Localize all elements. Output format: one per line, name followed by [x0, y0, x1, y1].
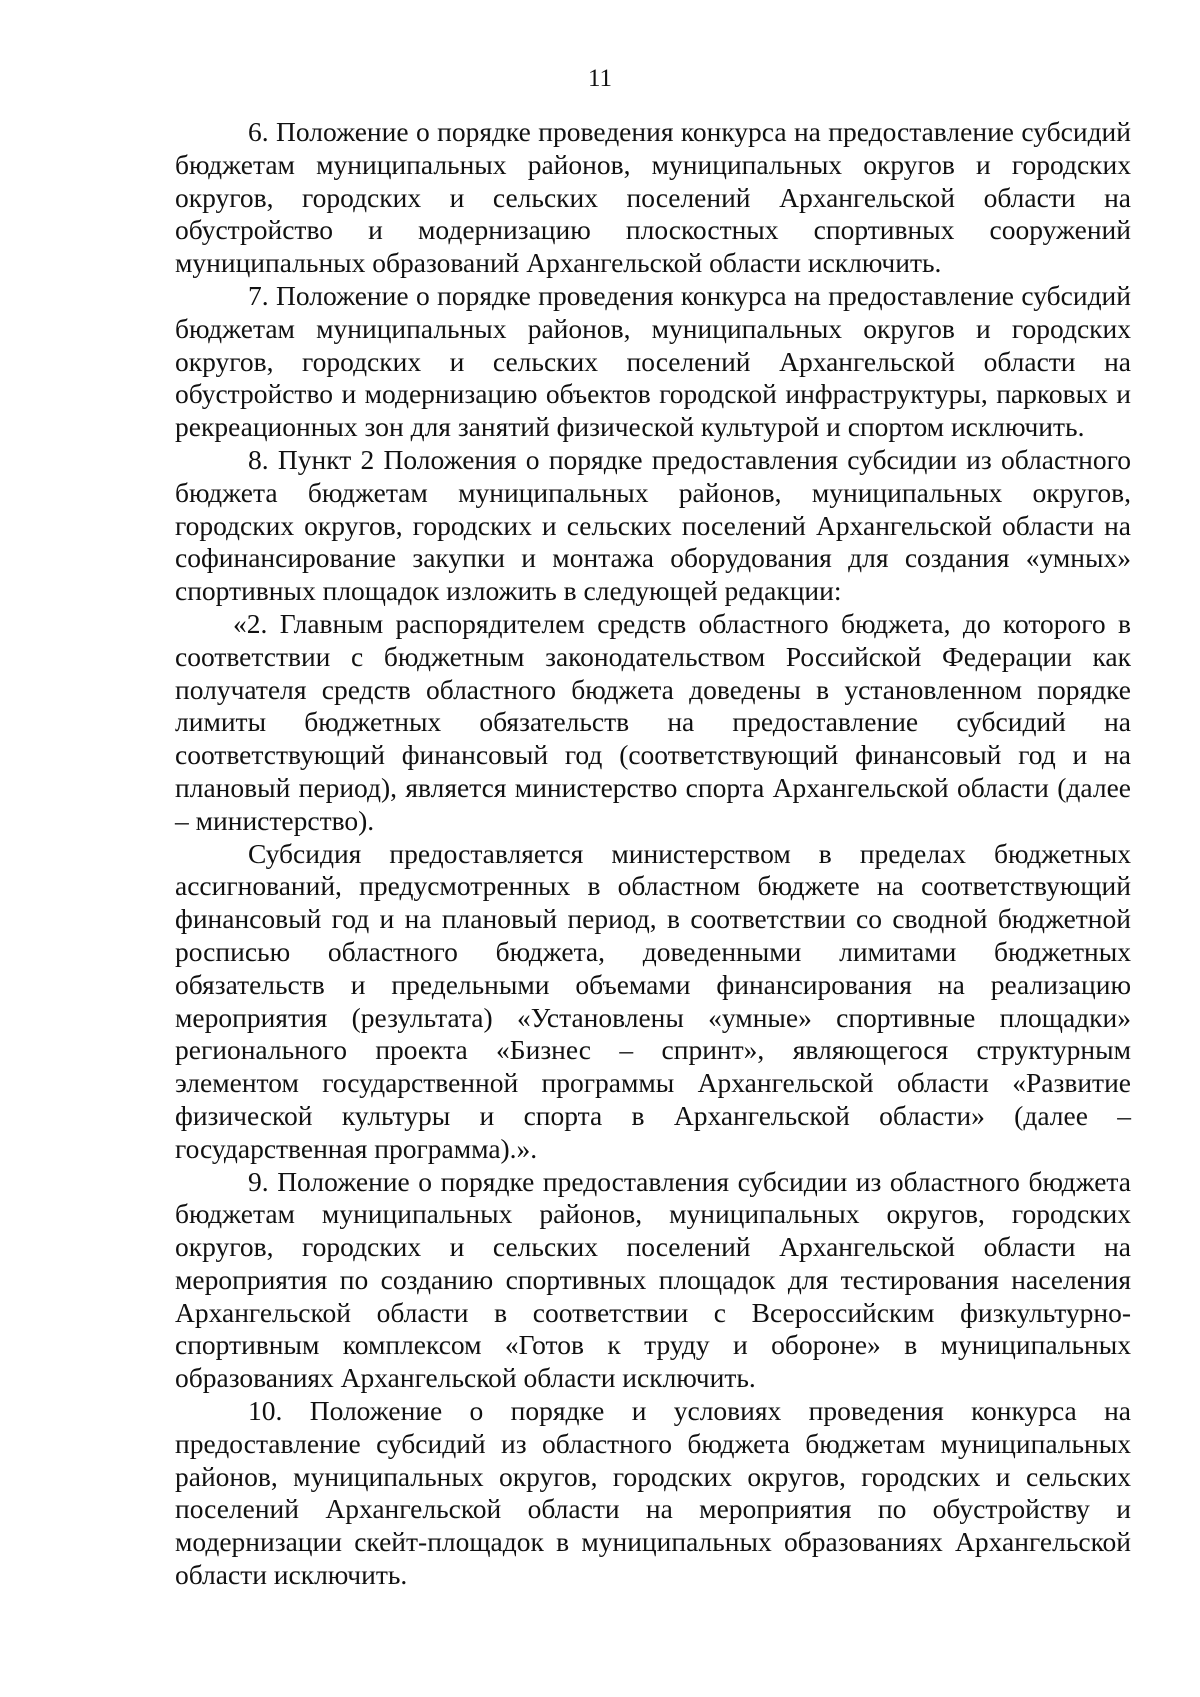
quoted-subsidy-paragraph: Субсидия предоставляется министерством в пределах бюджетных ассигнований, предусмотренных в областном бюджете на соответствующий финансовый год и на плановый период, в соответствии со сводной бюджетной росписью областного бюджета, доведенными лимитами бюджетных обязательств и предельными объемами финансирования на реализацию мероприятия (результата) «Установлены «умные» спортивные площадки» регионального проекта «Бизнес – спринт», являющегося структурным элементом государственной программы Архангельской области «Развитие физической культуры и спорта в Архангельской области» (далее – государственная программа).».	[175, 837, 1131, 1164]
paragraph-7: 7. Положение о порядке проведения конкурса на предоставление субсидий бюджетам муниципальных районов, муниципальных округов и городских округов, городских и сельских поселений Архангельской области на обустройство и модернизацию объектов городской инфраструктуры, парковых и рекреационных зон для занятий физической культурой и спортом исключить.	[175, 279, 1131, 443]
document-body	[175, 116, 1131, 1592]
paragraph-6: 6. Положение о порядке проведения конкурса на предоставление субсидий бюджетам муниципальных районов, муниципальных округов и городских округов, городских и сельских поселений Архангельской области на обустройство и модернизацию плоскостных спортивных сооружений муниципальных образований Архангельской области исключить.	[175, 116, 1131, 279]
paragraph-10: 10. Положение о порядке и условиях проведения конкурса на предоставление субсидий из областного бюджета бюджетам муниципальных районов, муниципальных округов, городских округов, городских и сельских поселений Архангельской области на мероприятия по обустройству и модернизации скейт-площадок в муниципальных образованиях Архангельской области исключить.	[175, 1395, 1131, 1591]
quoted-clause-2: «2. Главным распорядителем средств областного бюджета, до которого в соответствии с бюджетным законодательством Российской Федерации как получателя средств областного бюджета доведены в установленном порядке лимиты бюджетных обязательств на предоставление субсидий на соответствующий финансовый год (соответствующий финансовый год и на плановый период), является министерство спорта Архангельской области (далее – министерство).	[175, 607, 1131, 836]
page-number: 11	[587, 65, 613, 92]
paragraph-8: 8. Пункт 2 Положения о порядке предоставления субсидии из областного бюджета бюджетам муниципальных районов, муниципальных округов, городских округов, городских и сельских поселений Архангельской области на софинансирование закупки и монтажа оборудования для создания «умных» спортивных площадок изложить в следующей редакции:	[175, 443, 1131, 607]
paragraph-9: 9. Положение о порядке предоставления субсидии из областного бюджета бюджетам муниципальных районов, муниципальных округов, городских округов, городских и сельских поселений Архангельской области на мероприятия по созданию спортивных площадок для тестирования населения Архангельской области в соответствии с Всероссийским физкультурно-спортивным комплексом «Готов к труду и обороне» в муниципальных образованиях Архангельской области исключить.	[175, 1165, 1131, 1394]
